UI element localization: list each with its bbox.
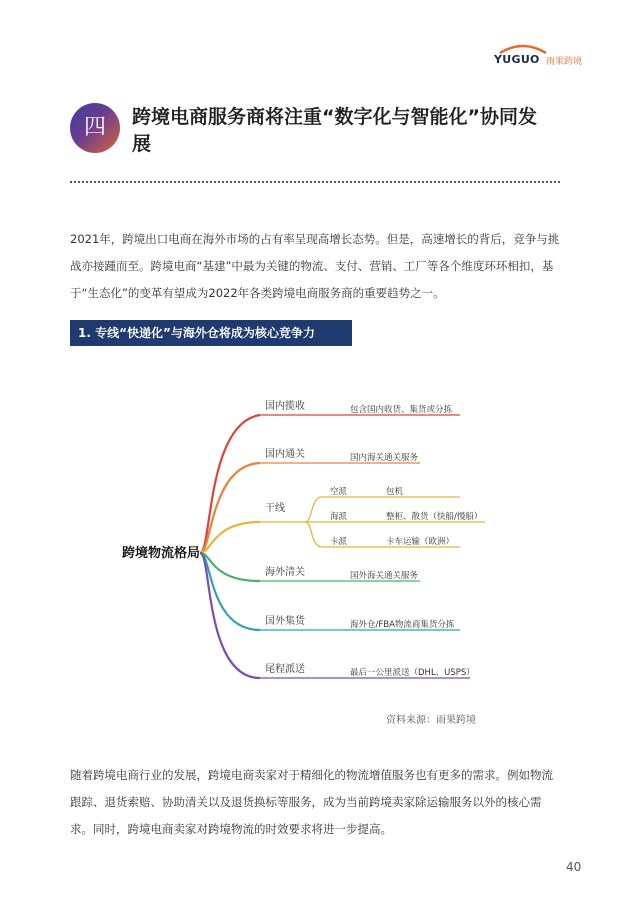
sub-detail-air: 包机	[386, 487, 404, 497]
branch-label-6: 尾程派送	[265, 664, 305, 675]
source-note: 资料来源：雨果跨境	[386, 715, 476, 726]
sub-label-sea: 海派	[330, 512, 348, 522]
sub-label-air: 空派	[330, 487, 348, 497]
branch-label-2: 国内通关	[265, 449, 305, 460]
brand-logo	[494, 42, 594, 72]
branch-line-3	[200, 522, 260, 553]
branch-line-4	[200, 553, 260, 581]
branch-detail-4: 国外海关通关服务	[350, 571, 419, 581]
logo-subtext: 雨果跨境	[546, 57, 583, 67]
section-heading: 1. 专线“快递化”与海外仓将成为核心竞争力	[70, 320, 352, 346]
chapter-title: 跨境电商服务商将注重“数字化与智能化”协同发展	[132, 106, 537, 155]
closing-paragraph: 随着跨境电商行业的发展，跨境电商卖家对于精细化的物流增值服务也有更多的需求。例如物流跟踪、退货索赔、协助清关以及退货换标等服务，成为当前跨境卖家除运输服务以外的核心需求。同时，跨境电商卖家对跨境物流的时效要求将进一步提高。	[70, 768, 553, 836]
branch-line-2	[200, 463, 260, 553]
intro-paragraph: 2021年，跨境出口电商在海外市场的占有率呈现高增长态势。但是，高速增长的背后，竞争与挑战亦接踵而至。跨境电商“基建”中最为关键的物流、支付、营销、工厂等各个维度环环相扣，基于“生态化”的变革有望成为2022年各类跨境电商服务商的重要趋势之一。	[70, 232, 560, 300]
mindmap-center: 跨境物流格局	[122, 546, 201, 561]
branch-label-3: 干线	[265, 503, 285, 514]
branch-detail-2: 国内海关通关服务	[350, 453, 419, 463]
sub-detail-truck: 卡车运输（欧洲）	[386, 537, 455, 547]
logistics-mindmap	[100, 385, 500, 685]
branch-detail-6: 最后一公里派送（DHL、USPS）	[350, 668, 475, 678]
branch-label-4: 海外清关	[265, 567, 305, 578]
chapter-number-badge: 四	[70, 103, 120, 153]
branch-label-5: 国外集货	[265, 616, 305, 627]
page-number: 40	[566, 860, 582, 874]
logo-text: YUGUO	[494, 53, 540, 66]
dotted-divider	[70, 181, 560, 183]
sub-detail-sea: 整柜、散货（快船/慢船）	[386, 512, 483, 522]
branch-label-1: 国内揽收	[265, 401, 305, 412]
branch-detail-5: 海外仓/FBA物流商集货分拣	[350, 620, 455, 630]
sub-label-truck: 卡派	[330, 537, 348, 547]
branch-detail-1: 包含国内收货、集货或分拣	[350, 405, 453, 415]
